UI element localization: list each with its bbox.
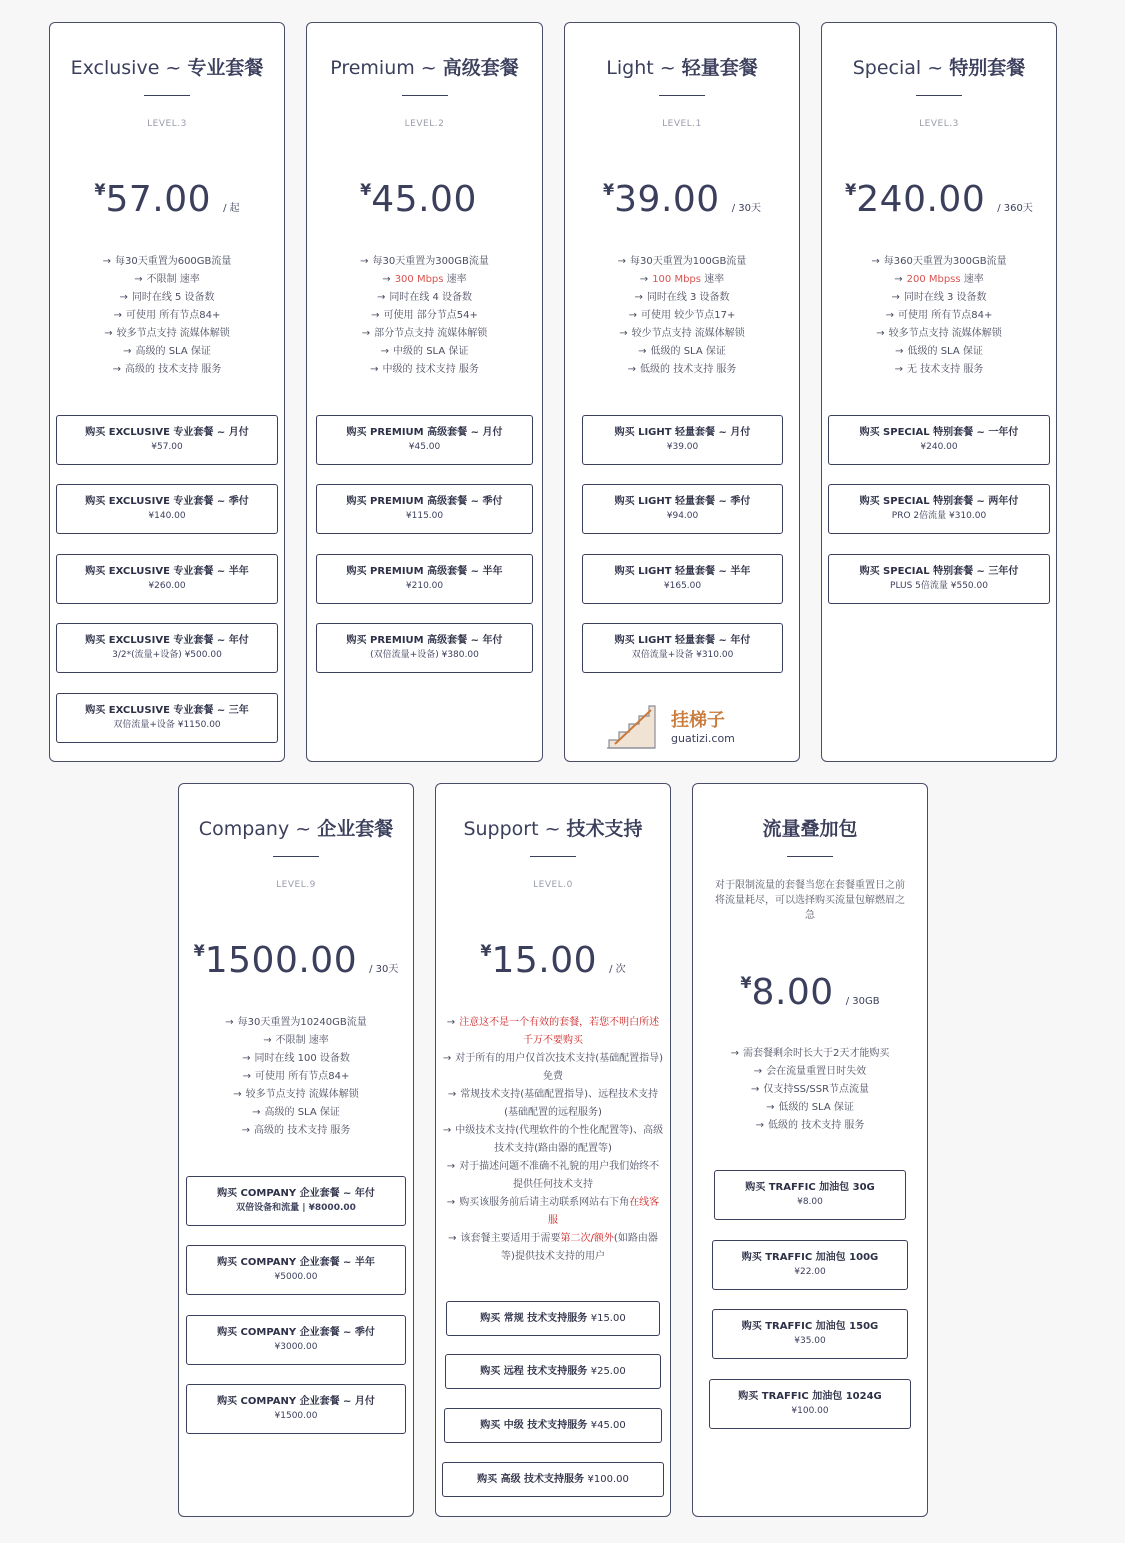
- arrow-right-icon: →: [112, 364, 122, 375]
- feature-list: [697, 1045, 923, 1135]
- arrow-right-icon: →: [123, 346, 132, 357]
- feature-item: → 300 Mbps 速率: [382, 274, 467, 285]
- buy-special-3year-button[interactable]: 购买 SPECIAL 特别套餐 ~ 三年付 PLUS 5倍流量 ¥550.00: [828, 554, 1050, 604]
- feature-item: → 对于所有的用户仅首次技术支持(基础配置指导)免费: [442, 1053, 664, 1082]
- arrow-right-icon: →: [442, 1053, 452, 1064]
- feature-item: → 购买该服务前后请主动联系网站右下角在线客服: [446, 1197, 660, 1226]
- plan-description: 对于限制流量的套餐当您在套餐重置日之前将流量耗尽，可以选择购买流量包解燃眉之急: [715, 880, 905, 921]
- feature-item: → 对于描述问题不准确不礼貌的用户我们始终不提供任何技术支持: [446, 1161, 660, 1190]
- plan-card-special: [821, 22, 1057, 762]
- arrow-right-icon: →: [252, 1107, 261, 1118]
- plan-title: Premium ~ 高级套餐: [330, 57, 519, 79]
- buy-traffic-100g-button[interactable]: 购买 TRAFFIC 加油包 100G ¥22.00: [712, 1240, 908, 1290]
- feature-item: → 需套餐剩余时长大于2天才能购买: [730, 1048, 890, 1059]
- feature-item: → 同时在线 100 设备数: [242, 1053, 350, 1064]
- title-divider: [144, 95, 190, 96]
- plan-card-support: [435, 783, 671, 1517]
- feature-item: → 仅支持SS/SSR节点流量: [750, 1084, 870, 1095]
- watermark-logo: [605, 700, 745, 752]
- buy-premium-halfyear-button[interactable]: 购买 PREMIUM 高级套餐 ~ 半年 ¥210.00: [316, 554, 533, 604]
- feature-item: → 高级的 SLA 保证: [252, 1107, 340, 1118]
- feature-item: → 低级的 SLA 保证: [895, 346, 983, 357]
- arrow-right-icon: →: [885, 310, 895, 321]
- arrow-right-icon: →: [766, 1102, 775, 1113]
- arrow-right-icon: →: [382, 274, 391, 285]
- arrow-right-icon: →: [447, 1089, 457, 1100]
- feature-list: [440, 1014, 666, 1266]
- arrow-right-icon: →: [442, 1125, 452, 1136]
- feature-item: → 100 Mbps 速率: [639, 274, 725, 285]
- arrow-right-icon: →: [755, 1120, 765, 1131]
- feature-list: [311, 253, 538, 379]
- feature-item: → 可使用 所有节点84+: [885, 310, 993, 321]
- arrow-right-icon: →: [241, 1125, 251, 1136]
- buy-support-regular-button[interactable]: 购买 常规 技术支持服务 ¥15.00: [446, 1301, 660, 1336]
- arrow-right-icon: →: [894, 274, 903, 285]
- arrow-right-icon: →: [263, 1035, 272, 1046]
- arrow-right-icon: →: [634, 292, 643, 303]
- watermark-url: guatizi.com: [671, 732, 735, 745]
- arrow-right-icon: →: [750, 1084, 760, 1095]
- plan-card-premium: [306, 22, 543, 762]
- buy-exclusive-yearly-button[interactable]: 购买 EXCLUSIVE 专业套餐 ~ 年付 3/2*(流量+设备) ¥500.00: [56, 623, 278, 673]
- feature-item: → 可使用 较少节点17+: [628, 310, 736, 321]
- plan-card-exclusive: [49, 22, 285, 762]
- plan-price: ¥45.00: [360, 179, 477, 220]
- arrow-right-icon: →: [113, 310, 123, 321]
- arrow-right-icon: →: [446, 1197, 456, 1208]
- plan-price: ¥57.00 / 起: [94, 179, 240, 220]
- title-divider: [273, 856, 319, 857]
- feature-list: [826, 253, 1052, 379]
- buy-exclusive-monthly-button[interactable]: 购买 EXCLUSIVE 专业套餐 ~ 月付 ¥57.00: [56, 415, 278, 465]
- watermark-name: 挂梯子: [671, 710, 725, 731]
- title-divider: [787, 856, 833, 857]
- feature-item: → 较多节点支持 流媒体解锁: [876, 328, 1002, 339]
- stairs-icon: [605, 700, 661, 752]
- feature-item: → 注意这不是一个有效的套餐，若您不明白所述千万不要购买: [446, 1017, 660, 1046]
- feature-item: → 同时在线 3 设备数: [634, 292, 730, 303]
- feature-item: → 高级的 技术支持 服务: [112, 364, 222, 375]
- arrow-right-icon: →: [448, 1233, 457, 1244]
- plan-level: LEVEL.3: [919, 119, 959, 129]
- arrow-right-icon: →: [638, 346, 647, 357]
- buy-premium-yearly-button[interactable]: 购买 PREMIUM 高级套餐 ~ 年付 (双倍流量+设备) ¥380.00: [316, 623, 533, 673]
- feature-list: [54, 253, 280, 379]
- feature-item: → 中级的 SLA 保证: [380, 346, 469, 357]
- buy-traffic-150g-button[interactable]: 购买 TRAFFIC 加油包 150G ¥35.00: [712, 1309, 908, 1359]
- plan-card-traffic: [692, 783, 928, 1517]
- buy-light-monthly-button[interactable]: 购买 LIGHT 轻量套餐 ~ 月付 ¥39.00: [582, 415, 783, 465]
- buy-exclusive-quarterly-button[interactable]: 购买 EXCLUSIVE 专业套餐 ~ 季付 ¥140.00: [56, 484, 278, 534]
- feature-item: → 每30天重置为600GB流量: [102, 256, 232, 267]
- buy-company-quarterly-button[interactable]: 购买 COMPANY 企业套餐 ~ 季付 ¥3000.00: [186, 1315, 406, 1365]
- feature-item: → 低级的 SLA 保证: [766, 1102, 854, 1113]
- buy-support-advanced-button[interactable]: 购买 高级 技术支持服务 ¥100.00: [442, 1462, 664, 1497]
- buy-support-intermediate-button[interactable]: 购买 中级 技术支持服务 ¥45.00: [444, 1408, 662, 1443]
- feature-item: → 较多节点支持 流媒体解锁: [104, 328, 230, 339]
- feature-item: → 不限制 速率: [134, 274, 200, 285]
- arrow-right-icon: →: [225, 1017, 234, 1028]
- plan-title: Special ~ 特别套餐: [852, 57, 1026, 79]
- plan-level: LEVEL.2: [404, 119, 445, 129]
- plan-level: LEVEL.0: [533, 880, 573, 890]
- feature-item: → 较少节点支持 流媒体解锁: [619, 328, 745, 339]
- buy-company-yearly-button[interactable]: 购买 COMPANY 企业套餐 ~ 年付 双倍设备和流量 | ¥8000.00: [186, 1176, 406, 1226]
- buy-support-remote-button[interactable]: 购买 远程 技术支持服务 ¥25.00: [445, 1354, 661, 1389]
- arrow-right-icon: →: [242, 1071, 252, 1082]
- plan-price: ¥240.00 / 360天: [845, 179, 1033, 220]
- buy-premium-monthly-button[interactable]: 购买 PREMIUM 高级套餐 ~ 月付 ¥45.00: [316, 415, 533, 465]
- plan-level: LEVEL.1: [662, 119, 702, 129]
- arrow-right-icon: →: [639, 274, 649, 285]
- arrow-right-icon: →: [380, 346, 390, 357]
- arrow-right-icon: →: [371, 310, 380, 321]
- arrow-right-icon: →: [891, 292, 900, 303]
- arrow-right-icon: →: [233, 1089, 242, 1100]
- title-divider: [916, 95, 962, 96]
- feature-item: → 同时在线 4 设备数: [376, 292, 473, 303]
- feature-item: → 低级的 SLA 保证: [638, 346, 726, 357]
- feature-item: → 低级的 技术支持 服务: [627, 364, 737, 375]
- plan-title: Support ~ 技术支持: [463, 818, 643, 840]
- feature-item: → 中级的 技术支持 服务: [370, 364, 479, 375]
- buy-company-halfyear-button[interactable]: 购买 COMPANY 企业套餐 ~ 半年 ¥5000.00: [186, 1245, 406, 1295]
- plan-card-company: [178, 783, 414, 1517]
- buy-special-1year-button[interactable]: 购买 SPECIAL 特别套餐 ~ 一年付 ¥240.00: [828, 415, 1050, 465]
- buy-light-halfyear-button[interactable]: 购买 LIGHT 轻量套餐 ~ 半年 ¥165.00: [582, 554, 783, 604]
- feature-item: → 不限制 速率: [263, 1035, 329, 1046]
- arrow-right-icon: →: [617, 256, 626, 267]
- plan-level: LEVEL.9: [276, 880, 316, 890]
- feature-item: → 该套餐主要适用于需要第二次/额外(如路由器等)提供技术支持的用户: [448, 1233, 658, 1262]
- arrow-right-icon: →: [619, 328, 628, 339]
- title-divider: [402, 95, 448, 96]
- feature-item: → 较多节点支持 流媒体解锁: [233, 1089, 359, 1100]
- buy-traffic-30g-button[interactable]: 购买 TRAFFIC 加油包 30G ¥8.00: [714, 1170, 906, 1220]
- plan-title: Light ~ 轻量套餐: [606, 57, 758, 79]
- feature-item: → 每30天重置为10240GB流量: [225, 1017, 367, 1028]
- plan-price: ¥39.00 / 30天: [603, 179, 761, 220]
- feature-list: [569, 253, 795, 379]
- buy-traffic-1024g-button[interactable]: 购买 TRAFFIC 加油包 1024G ¥100.00: [709, 1379, 911, 1429]
- arrow-right-icon: →: [361, 328, 371, 339]
- feature-item: → 可使用 所有节点84+: [242, 1071, 350, 1082]
- buy-special-2year-button[interactable]: 购买 SPECIAL 特别套餐 ~ 两年付 PRO 2倍流量 ¥310.00: [828, 484, 1050, 534]
- title-divider: [530, 856, 576, 857]
- arrow-right-icon: →: [102, 256, 111, 267]
- feature-item: → 中级技术支持(代理软件的个性化配置等)、高级技术支持(路由器的配置等): [442, 1125, 664, 1154]
- feature-item: → 同时在线 3 设备数: [891, 292, 987, 303]
- plan-price: ¥1500.00 / 30天: [193, 940, 399, 981]
- feature-item: → 会在流量重置日时失效: [753, 1066, 867, 1077]
- feature-item: → 可使用 部分节点54+: [371, 310, 478, 321]
- feature-item: → 200 Mbpss 速率: [894, 274, 984, 285]
- arrow-right-icon: →: [119, 292, 128, 303]
- plan-title: Company ~ 企业套餐: [198, 818, 394, 840]
- arrow-right-icon: →: [627, 364, 637, 375]
- feature-item: → 常规技术支持(基础配置指导)、远程技术支持(基础配置的远程服务): [447, 1089, 659, 1118]
- plan-price: ¥8.00 / 30GB: [740, 972, 880, 1013]
- arrow-right-icon: →: [876, 328, 885, 339]
- feature-item: → 高级的 技术支持 服务: [241, 1125, 351, 1136]
- arrow-right-icon: →: [753, 1066, 763, 1077]
- feature-list: [183, 1014, 409, 1140]
- feature-item: → 同时在线 5 设备数: [119, 292, 215, 303]
- arrow-right-icon: →: [730, 1048, 739, 1059]
- title-divider: [659, 95, 705, 96]
- arrow-right-icon: →: [104, 328, 113, 339]
- feature-item: → 可使用 所有节点84+: [113, 310, 221, 321]
- feature-item: → 高级的 SLA 保证: [123, 346, 211, 357]
- plan-price: ¥15.00 / 次: [480, 940, 626, 981]
- feature-item: → 每30天重置为100GB流量: [617, 256, 747, 267]
- plan-level: LEVEL.3: [147, 119, 187, 129]
- arrow-right-icon: →: [370, 364, 379, 375]
- arrow-right-icon: →: [894, 364, 904, 375]
- feature-item: → 部分节点支持 流媒体解锁: [361, 328, 488, 339]
- feature-item: → 每360天重置为300GB流量: [871, 256, 1007, 267]
- plan-title: 流量叠加包: [762, 818, 858, 840]
- arrow-right-icon: →: [446, 1161, 456, 1172]
- buy-light-yearly-button[interactable]: 购买 LIGHT 轻量套餐 ~ 年付 双倍流量+设备 ¥310.00: [582, 623, 783, 673]
- feature-item: → 无 技术支持 服务: [894, 364, 984, 375]
- plan-card-light: [564, 22, 800, 762]
- arrow-right-icon: →: [895, 346, 904, 357]
- feature-item: → 每30天重置为300GB流量: [360, 256, 489, 267]
- buy-light-quarterly-button[interactable]: 购买 LIGHT 轻量套餐 ~ 季付 ¥94.00: [582, 484, 783, 534]
- buy-premium-quarterly-button[interactable]: 购买 PREMIUM 高级套餐 ~ 季付 ¥115.00: [316, 484, 533, 534]
- arrow-right-icon: →: [871, 256, 880, 267]
- buy-exclusive-3year-button[interactable]: 购买 EXCLUSIVE 专业套餐 ~ 三年 双倍流量+设备 ¥1150.00: [56, 693, 278, 743]
- feature-item: → 低级的 技术支持 服务: [755, 1120, 865, 1131]
- buy-exclusive-halfyear-button[interactable]: 购买 EXCLUSIVE 专业套餐 ~ 半年 ¥260.00: [56, 554, 278, 604]
- plan-title: Exclusive ~ 专业套餐: [70, 57, 264, 79]
- buy-company-monthly-button[interactable]: 购买 COMPANY 企业套餐 ~ 月付 ¥1500.00: [186, 1384, 406, 1434]
- arrow-right-icon: →: [446, 1017, 456, 1028]
- arrow-right-icon: →: [360, 256, 369, 267]
- arrow-right-icon: →: [242, 1053, 251, 1064]
- arrow-right-icon: →: [376, 292, 386, 303]
- arrow-right-icon: →: [628, 310, 638, 321]
- arrow-right-icon: →: [134, 274, 143, 285]
